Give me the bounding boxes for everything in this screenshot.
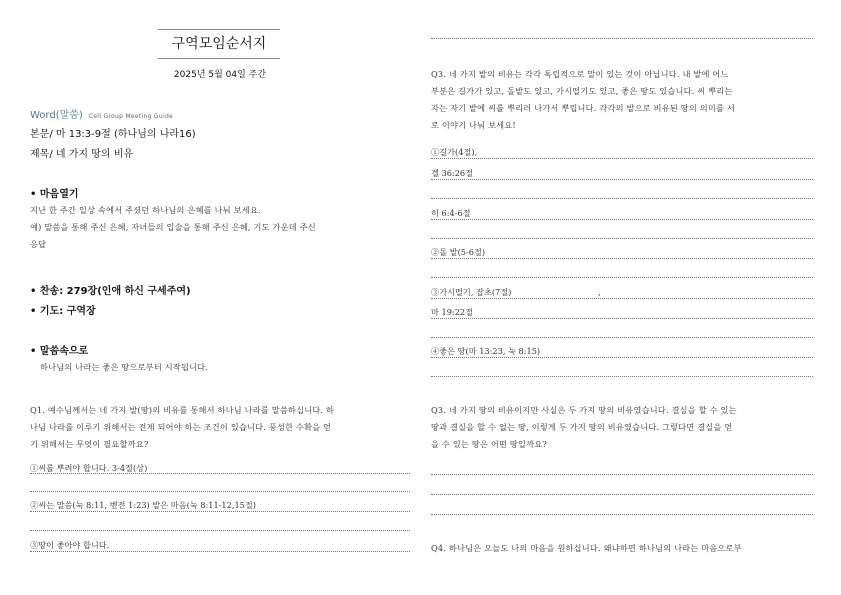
answer-line [431, 158, 813, 159]
q3a-answer: ④좋은 땅(마 13:23, 눅 8:15) [431, 346, 541, 356]
question-3b-line: 을 수 있는 땅은 어떤 땅일까요? [431, 439, 547, 449]
answer-line [431, 376, 813, 377]
question-1-line: Q1. 예수님께서는 네 가지 밭(땅)의 비유를 통해서 하나님 나라를 말씀하십니다. 하 [30, 405, 335, 415]
answer-line [431, 298, 813, 299]
answer-line [431, 318, 813, 319]
word-subtitle: Cell Group Meeting Guide [88, 113, 174, 120]
question-1 [30, 402, 410, 453]
opening-line: 응답 [30, 239, 47, 249]
subject: 제목/ 네 가지 땅의 비유 [30, 149, 134, 160]
answer-line [30, 530, 410, 531]
question-3a [431, 66, 813, 134]
answer-line [30, 511, 410, 512]
answer-line [30, 473, 410, 474]
answer-line [30, 551, 410, 552]
hymn: • 찬송: 279장(인애 하신 구세주여) [30, 286, 191, 297]
question-1-line: 나님 나라를 이루기 위해서는 전제 되어야 하는 조건이 있습니다. 풍성한 수확을 얻 [30, 422, 332, 432]
question-3b-line: 땅과 결실을 할 수 없는 땅, 이렇게 두 가지 땅의 비유였습니다. 그렇다면 결실을 얻 [431, 422, 733, 432]
question-3a-line: 자는 자기 밭에 씨를 뿌리러 나가서 뿌립니다. 각각의 밭으로 비유된 땅의 의미를 서 [431, 103, 736, 113]
week-label: 2025년 5월 04일 주간 [173, 70, 267, 80]
question-4: Q4. 하나님은 오늘도 나의 마음을 원하십니다. 왜냐하면 하나님의 나라는 마음으로부 [431, 543, 742, 553]
answer-line [431, 494, 813, 495]
answer-line [431, 337, 813, 338]
answer-line [431, 357, 813, 358]
answer-line [431, 198, 813, 199]
answer-line [431, 179, 813, 180]
q3a-answer: ②돌 밭(5-6절) [431, 247, 486, 257]
opening-heading: • 마음열기 [30, 189, 79, 200]
answer-line [431, 258, 813, 259]
q3a-answer: ③가시떨기, 잡초(7절) [431, 287, 512, 297]
page-title: 구역모임순서지 [158, 29, 280, 59]
answer-line [431, 219, 813, 220]
opening-text [30, 202, 410, 253]
q3a-answer: ①길가(4절), [431, 147, 478, 157]
comma-mark: , [598, 287, 601, 297]
answer-line [431, 514, 813, 515]
word-title: Word(말씀) [30, 110, 83, 121]
q3a-answer: 겔 36:26절 [431, 168, 474, 178]
q1-answer: ③땅이 좋아야 합니다. [30, 540, 110, 550]
answer-line [431, 277, 813, 278]
q3a-answer: 히 6:4-6절 [431, 208, 471, 218]
sermon-heading: • 말씀속으로 [30, 346, 89, 357]
question-3a-line: 로 이야기 나눠 보세요! [431, 120, 516, 130]
question-1-line: 기 위해서는 무엇이 필요할까요? [30, 439, 149, 449]
prayer: • 기도: 구역장 [30, 306, 96, 317]
opening-line: 지난 한 주간 일상 속에서 주셨던 하나님의 은혜를 나눠 보세요. [30, 205, 261, 215]
word-heading [30, 106, 173, 121]
opening-line: 예) 말씀을 통해 주신 은혜, 자녀들의 입술을 통해 주신 은혜, 기도 가운데 주신 [30, 222, 316, 232]
passage: 본문/ 마 13:3-9절 (하나님의 나라16) [30, 129, 196, 140]
question-3a-line: 부분은 길가가 있고, 돌밭도 있고, 가시떨기도 있고, 좋은 땅도 있습니다. 씨 뿌리는 [431, 86, 733, 96]
question-3a-line: Q3. 네 가지 밭의 비유는 각각 독립적으로 말이 있는 것이 아닙니다. 내 밭에 어느 [431, 69, 729, 79]
q3a-answer: 마 19:22절 [431, 307, 474, 317]
q1-answer: ②씨는 말씀(눅 8:11, 벧전 1:23) 밭은 마음(눅 8:11-12,15절) [30, 500, 256, 510]
question-3b [431, 402, 813, 453]
answer-line [431, 238, 813, 239]
answer-line [30, 491, 410, 492]
answer-line [431, 38, 813, 39]
answer-line [431, 474, 813, 475]
q1-answer: ①씨를 뿌려야 합니다. 3-4절(상) [30, 463, 148, 473]
sermon-intro: 하나님의 나라는 좋은 땅으로부터 시작됩니다. [40, 362, 209, 372]
question-3b-line: Q3. 네 가지 땅의 비유이지만 사실은 두 가지 땅의 비유였습니다. 결실을 할 수 있는 [431, 405, 737, 415]
